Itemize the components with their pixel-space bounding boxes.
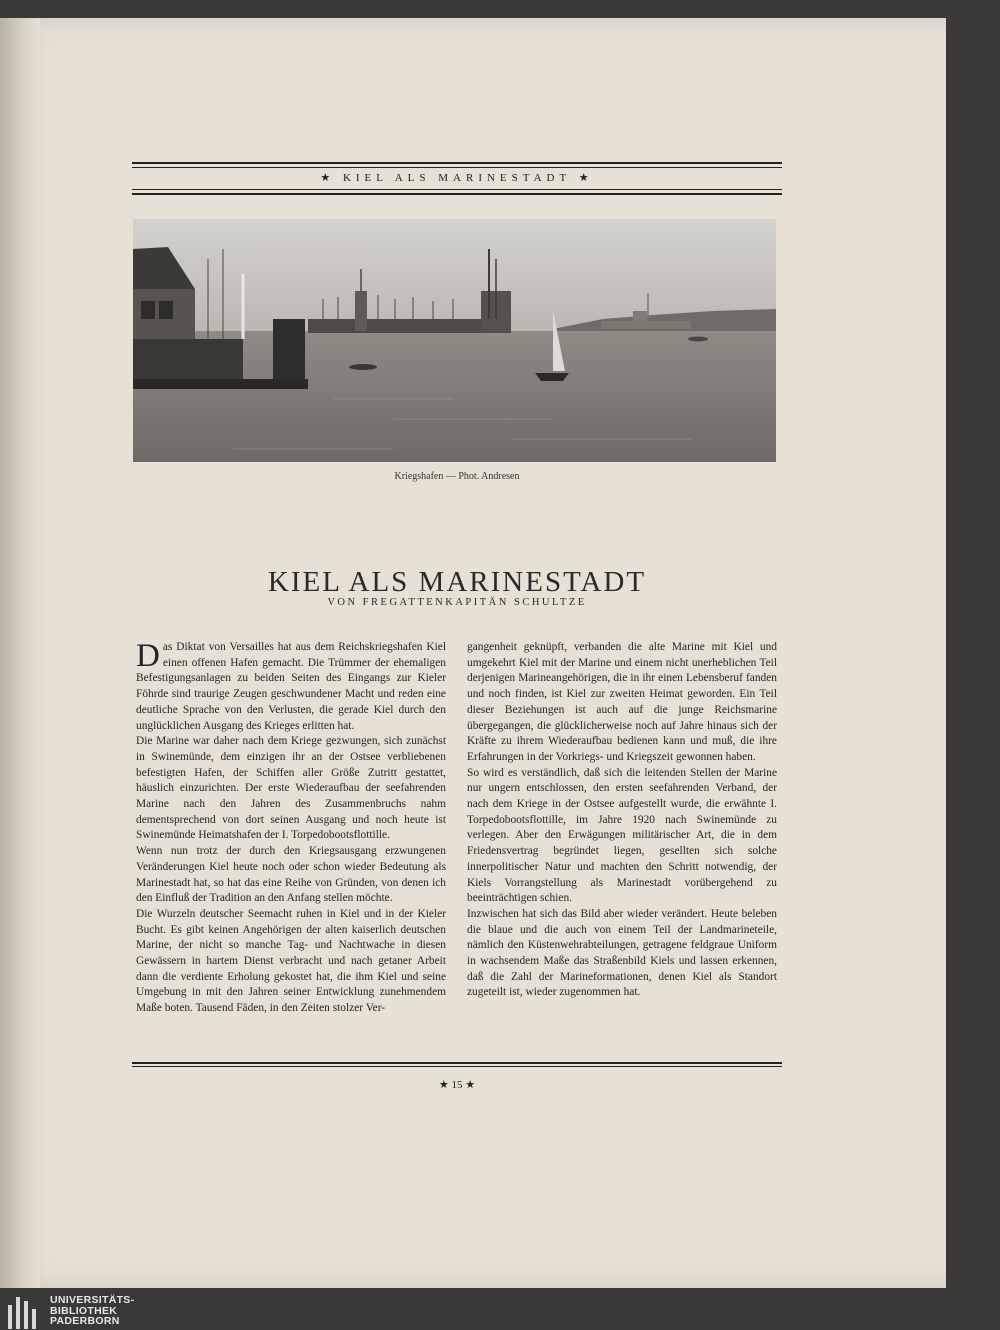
header-rule-bottom — [132, 193, 782, 195]
header-rule-bottom-thin — [132, 189, 782, 190]
harbor-photo-illustration — [133, 219, 776, 462]
paragraph: gangenheit geknüpft, verbanden die alte Marine mit Kiel und umgekehrt Kiel mit der Marine und einem nicht unerheblichen Teil derjenigen Marineangehörigen, die in ihr einen Lebensberuf fanden und noch finden, ist Kiel zur zweiten Heimat geworden. Ein Teil dieser Beziehungen ist auch auf die junge Reichsmarine übergegangen, die glücklicherweise noch auf Jahre hinaus sich der Kräfte zu ihrem Wiederaufbau bedienen kann und muß, die ihre Erfahrungen in der Vorkriegs- und Kriegszeit gewonnen haben. — [467, 641, 777, 763]
paragraph: Inzwischen hat sich das Bild aber wieder verändert. Heute beleben die blaue und die auch von einem Teil der Landmarineteile, nämlich den Küstenwehrabteilungen, getragene feldgraue Uniform in wachsendem Maße das Straßenbild Kiels und lassen erkennen, daß die Zahl der Marineformationen, denen Kiel als Standort zugeteilt ist, wieder zugenommen hat. — [467, 907, 777, 999]
paragraph: Die Marine war daher nach dem Kriege gezwungen, sich zunächst in Swinemünde, dem einzigen ihr an der Ostsee verbliebenen befestigten Hafen, der Schiffen aller Größe Zutritt gestattet, häuslich einzurichten. Der erste Wiederaufbau der seefahrenden Marine nach den Jahren des Zusammenbruchs nahm dementsprechend von dort seinen Ausgang und noch heute ist Swinemünde Heimatshafen der I. Torpedobootsflottille. — [136, 735, 446, 842]
text-column-left — [136, 640, 446, 1017]
book-binding — [0, 18, 40, 1288]
footer-rule-thin — [132, 1066, 782, 1067]
article-byline: VON FREGATTENKAPITÄN SCHULTZE — [327, 597, 587, 608]
paragraph: Die Wurzeln deutscher Seemacht ruhen in Kiel und in der Kieler Bucht. Es gibt keinen Angehörigen der alten kaiserlich deutschen Marine, der nicht so manche Tag- und Nachtwache in diesen Gewässern in hartem Dienst verbracht und nach getaner Arbeit dann die verdiente Erholung gekostet hat, die ihm Kiel und seine Umgebung in mit den Jahren seiner Entwicklung zunehmendem Maße boten. Tausend Fäden, in den Zeiten stolzer Ver- — [136, 907, 446, 1015]
page-number: ★ 15 ★ — [438, 1079, 476, 1091]
paragraph — [136, 640, 446, 734]
article-title: KIEL ALS MARINESTADT — [267, 566, 647, 598]
library-logo-text: UNIVERSITÄTS- BIBLIOTHEK PADERBORN — [50, 1294, 135, 1327]
header-rule-top — [132, 162, 782, 164]
header-rule-top-thin — [132, 167, 782, 168]
paragraph: Wenn nun trotz der durch den Kriegsausgang erzwungenen Veränderungen Kiel heute noch oder schon wieder Bedeutung als Marinestadt hat, so hat das eine Reihe von Gründen, von denen ich den Einfluß der Tradition an den Anfang stellen möchte. — [136, 845, 446, 905]
footer-rule — [132, 1062, 782, 1064]
dropcap: D — [136, 638, 160, 674]
harbor-photo — [133, 219, 776, 462]
text-column-right — [467, 640, 777, 1001]
paragraph-text: as Diktat von Versailles hat aus dem Reichskriegshafen Kiel einen offenen Hafen gemacht. Die Trümmer der ehemaligen Befestigungsanlagen zu beiden Seiten des Eingangs zur Kieler Föhrde sind traurige Zeugen geschwundener Macht und reden eine deutliche Sprache von den Verlusten, die gerade Kiel durch den unglücklichen Ausgang des Krieges erlitten hat. — [136, 641, 446, 732]
library-logo — [8, 1295, 208, 1329]
photo-caption: Kriegshafen — Phot. Andresen — [394, 471, 520, 482]
paragraph: So wird es verständlich, daß sich die leitenden Stellen der Marine nur ungern entschlossen, den ersten seefahrenden Verband, der nach dem Kriege in der Ostsee aufgestellt wurde, die erwähnte I. Torpedobootsflottille, im Jahre 1920 nach Swinemünde zu verlegen. Aber den Erwägungen militärischer Art, die in dem Friedensvertrag begründet liegen, gesellten sich solche innerpolitischer Natur und machten den Schritt notwendig, der Kiels Vorrangstellung als Marinestadt vorübergehend zu beeinträchtigen schien. — [467, 766, 777, 905]
running-head: ★ KIEL ALS MARINESTADT ★ — [320, 172, 594, 184]
